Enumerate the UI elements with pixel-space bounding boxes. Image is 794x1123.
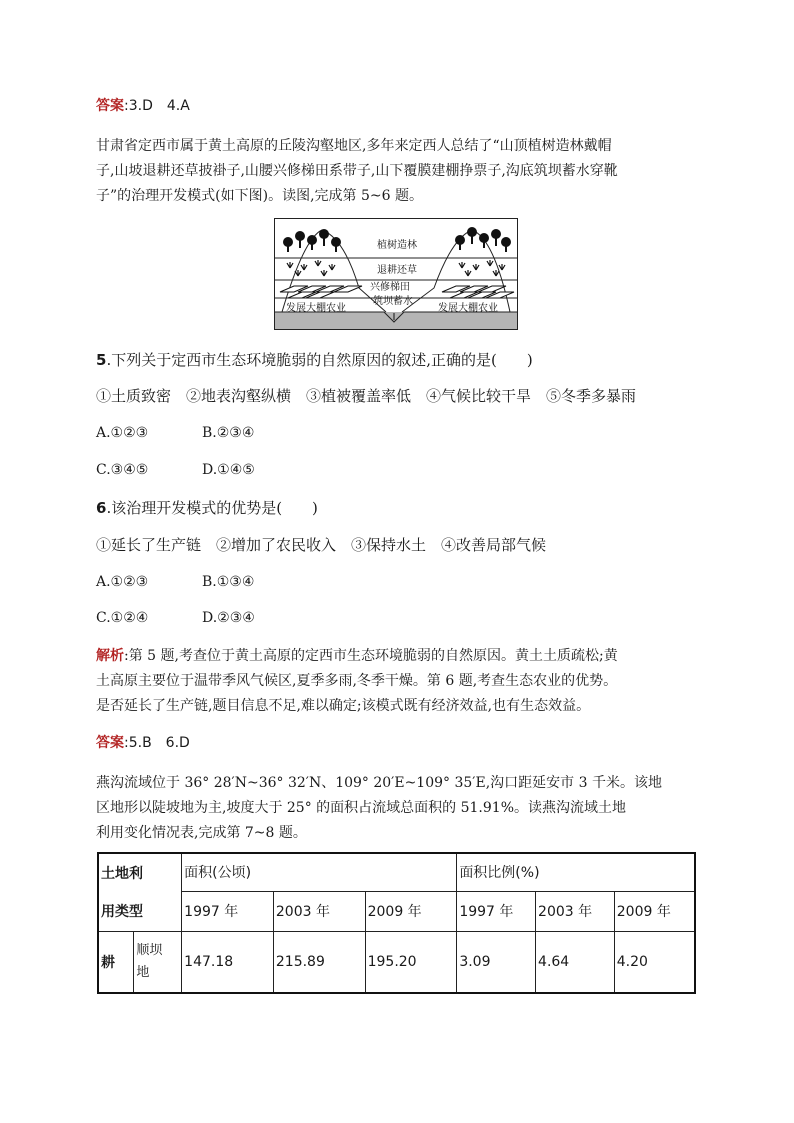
table-cell: 215.89 (273, 931, 365, 993)
year-header: 2009 年 (365, 891, 457, 931)
answer-label: 答案 (96, 735, 124, 751)
choice-a: A.①②③ (96, 425, 149, 441)
answer-label: 答案 (96, 98, 124, 114)
question-6-choices-cd (96, 608, 255, 628)
intro-line-2: 子,山坡退耕还草披褂子,山腰兴修梯田系带子,山下覆膜建棚挣票子,沟底筑坝蓄水穿靴 (96, 163, 618, 179)
answer-text: :3.D 4.A (124, 98, 190, 114)
row-subtype-line-1: 顺坝 (136, 942, 163, 958)
answer-line-2 (96, 733, 190, 753)
terrace-diagram (274, 218, 518, 330)
choice-c: C.①②④ (96, 610, 149, 626)
choice-a: A.①②③ (96, 574, 149, 590)
label-terrace: 兴修梯田 (370, 282, 410, 293)
question-6-stem: .该治理开发模式的优势是( ) (106, 499, 318, 517)
type-header-1: 土地利 (98, 853, 182, 891)
type-header-2: 用类型 (98, 891, 182, 931)
question-5-options: ①土质致密 ②地表沟壑纵横 ③植被覆盖率低 ④气候比较干旱 ⑤冬季多暴雨 (96, 387, 637, 405)
ratio-header: 面积比例(%) (457, 853, 695, 891)
analysis-line-2: 土高原主要位于温带季风气候区,夏季多雨,冬季干燥。第 6 题,考查生态农业的优势。 (96, 673, 618, 689)
question-6-options: ①延长了生产链 ②增加了农民收入 ③保持水土 ④改善局部气候 (96, 536, 547, 554)
table-cell: 3.09 (457, 931, 536, 993)
choice-d: D.②③④ (202, 610, 255, 626)
table-cell: 195.20 (365, 931, 457, 993)
answer-line-1 (96, 96, 190, 116)
intro2-line-1: 燕沟流域位于 36° 28′N~36° 32′N、109° 20′E~109° 35′E,沟口距延安市 3 千米。该地 (96, 775, 662, 791)
table-cell: 147.18 (182, 931, 274, 993)
land-use-table (97, 852, 696, 994)
question-6-choices-ab (96, 572, 254, 592)
intro2-line-2: 区地形以陡坡地为主,坡度大于 25° 的面积占流域总面积的 51.91%。读燕沟流域土地 (96, 800, 626, 816)
terrace-diagram-svg (274, 218, 518, 330)
analysis-line-3: 是否延长了生产链,题目信息不足,难以确定;该模式既有经济效益,也有生态效益。 (96, 698, 591, 714)
label-greenhouse-right: 发展大棚农业 (438, 303, 498, 314)
choice-d: D.①④⑤ (202, 462, 255, 478)
row-subtype (134, 931, 182, 993)
choice-b: B.①③④ (202, 574, 255, 590)
label-planting: 植树造林 (377, 240, 417, 251)
question-6-number: 6 (96, 499, 107, 517)
table-cell: 4.64 (536, 931, 615, 993)
year-header: 1997 年 (182, 891, 274, 931)
label-grass: 退耕还草 (377, 265, 417, 276)
year-header: 1997 年 (457, 891, 536, 931)
choice-b: B.②③④ (202, 425, 255, 441)
year-header: 2009 年 (614, 891, 695, 931)
question-5-number: 5 (96, 351, 107, 369)
table-header-row-2 (98, 891, 695, 931)
area-header: 面积(公顷) (182, 853, 457, 891)
intro-line-3: 子”的治理开发模式(如下图)。读图,完成第 5~6 题。 (96, 188, 423, 204)
analysis-text-1: :第 5 题,考查位于黄土高原的定西市生态环境脆弱的自然原因。黄土土质疏松;黄 (124, 648, 618, 664)
question-5 (96, 350, 533, 370)
analysis-label: 解析 (96, 648, 124, 664)
table-row (98, 931, 695, 993)
row-subtype-line-2: 地 (136, 964, 150, 980)
choice-c: C.③④⑤ (96, 462, 149, 478)
year-header: 2003 年 (536, 891, 615, 931)
row-category: 耕 (98, 931, 134, 993)
label-dam: 筑坝蓄水 (373, 296, 413, 307)
intro2-line-3: 利用变化情况表,完成第 7~8 题。 (96, 825, 307, 841)
label-greenhouse-left: 发展大棚农业 (286, 303, 346, 314)
question-6 (96, 498, 318, 518)
table-cell: 4.20 (614, 931, 695, 993)
table-header-row-1 (98, 853, 695, 891)
analysis-line-1 (96, 646, 618, 666)
question-5-stem: .下列关于定西市生态环境脆弱的自然原因的叙述,正确的是( ) (106, 351, 533, 369)
question-5-choices-ab (96, 423, 254, 443)
year-header: 2003 年 (273, 891, 365, 931)
question-5-choices-cd (96, 460, 255, 480)
answer-text: :5.B 6.D (124, 735, 190, 751)
intro-line-1: 甘肃省定西市属于黄土高原的丘陵沟壑地区,多年来定西人总结了“山顶植树造林戴帽 (96, 138, 612, 154)
